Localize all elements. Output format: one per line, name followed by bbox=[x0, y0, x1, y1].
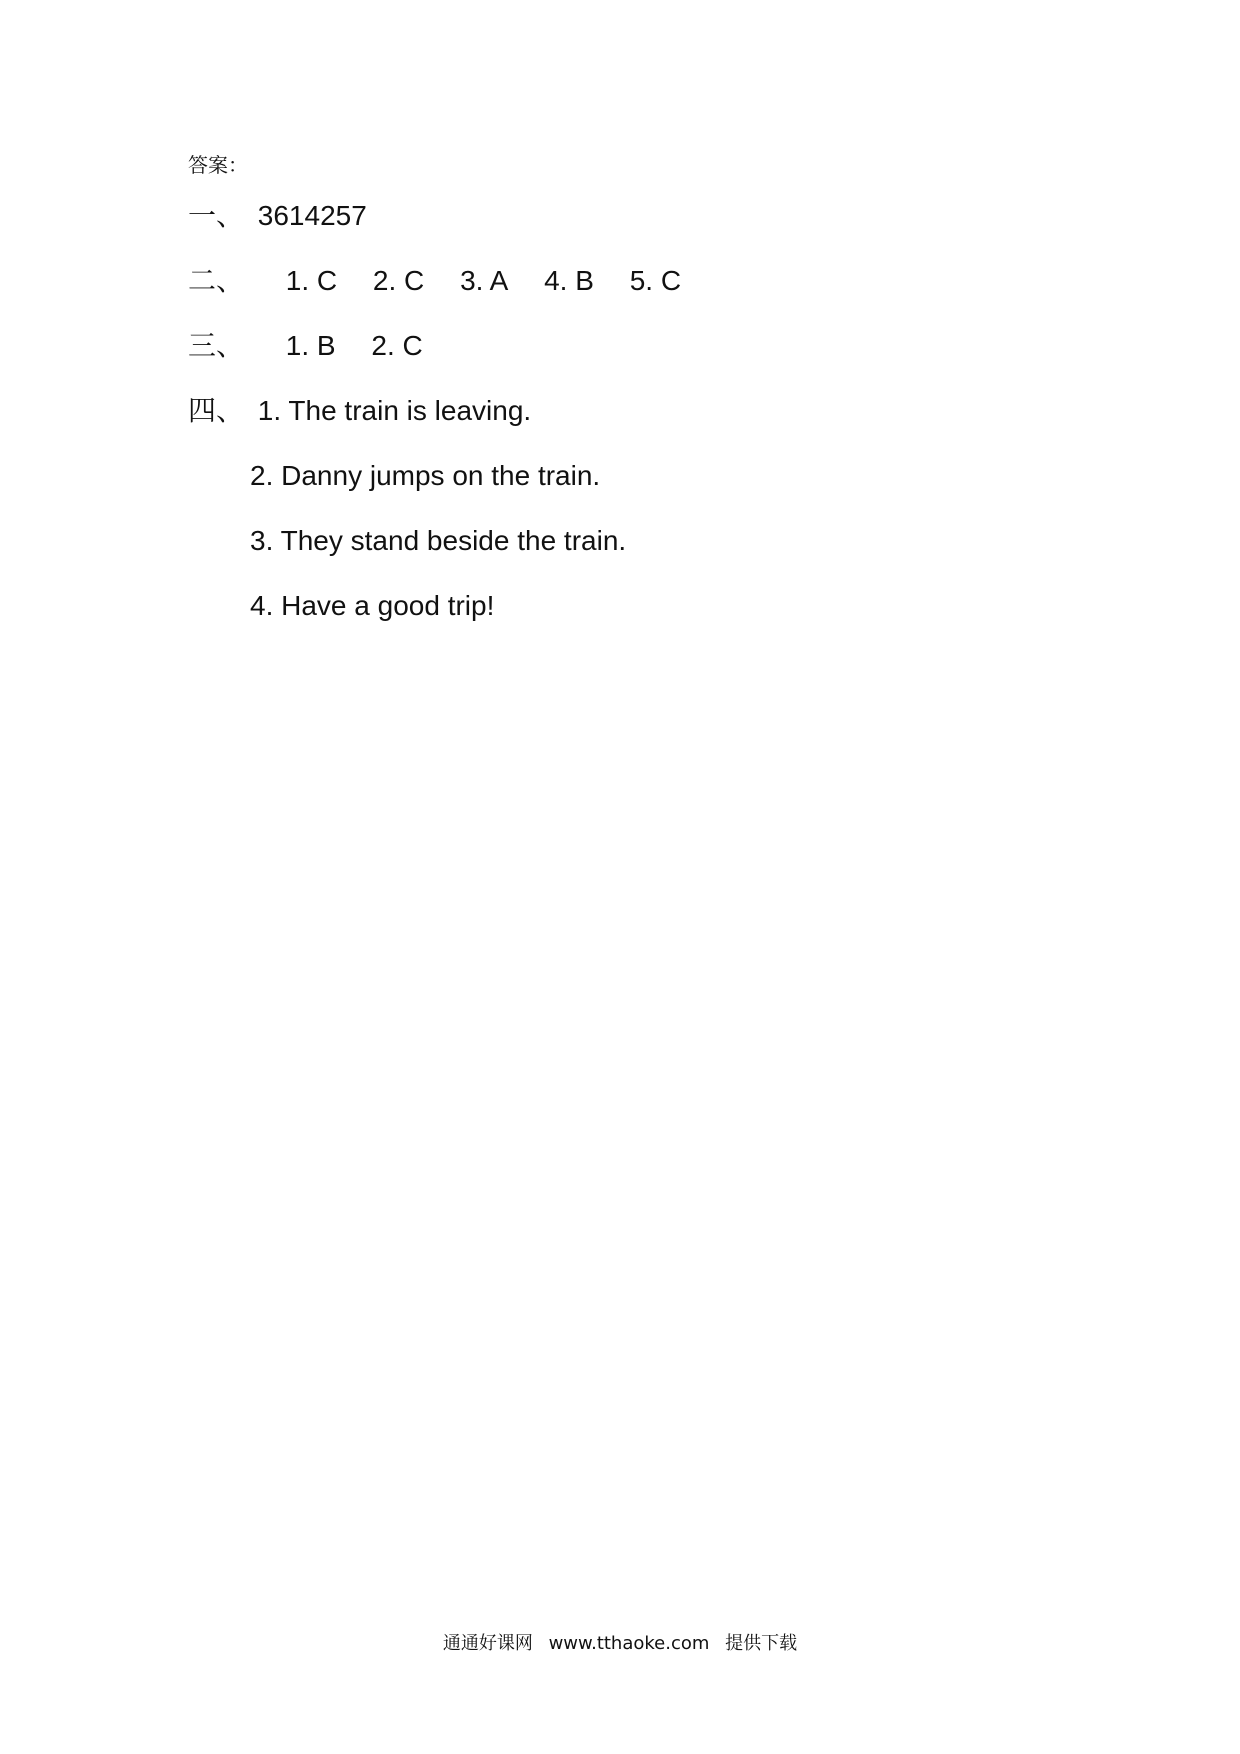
section-2-answer-5: 5. C bbox=[629, 265, 682, 296]
section-4-numeral: 四、 bbox=[188, 394, 245, 427]
section-1-line bbox=[188, 198, 367, 234]
page-footer bbox=[0, 1632, 1240, 1656]
section-4-answer-4: 4. Have a good trip! bbox=[250, 590, 495, 621]
section-4-line-2 bbox=[250, 458, 600, 494]
section-3-line bbox=[188, 328, 423, 364]
answer-heading: 答案： bbox=[188, 155, 248, 177]
section-4-line-3 bbox=[250, 523, 626, 559]
section-3-answer-1: 1. B bbox=[285, 330, 336, 361]
section-4-answer-2: 2. Danny jumps on the train. bbox=[250, 460, 601, 491]
section-4-answer-1: 1. The train is leaving. bbox=[257, 395, 532, 426]
section-2-answer-4: 4. B bbox=[544, 265, 594, 296]
section-2-numeral: 二、 bbox=[188, 264, 245, 297]
section-4-line-4 bbox=[250, 588, 494, 624]
section-3-numeral: 三、 bbox=[188, 329, 245, 362]
section-1-answer: 3614257 bbox=[257, 200, 367, 231]
footer-site-name: 通通好课网 bbox=[442, 1633, 533, 1654]
section-4-line-1 bbox=[188, 393, 531, 429]
section-2-line bbox=[188, 263, 681, 299]
footer-suffix: 提供下载 bbox=[725, 1633, 798, 1654]
section-2-answer-3: 3. A bbox=[460, 265, 509, 296]
section-2-answer-1: 1. C bbox=[285, 265, 338, 296]
section-2-answer-2: 2. C bbox=[372, 265, 425, 296]
section-1-numeral: 一、 bbox=[188, 199, 245, 232]
footer-url: www.tthaoke.com bbox=[548, 1633, 710, 1654]
section-3-answer-2: 2. C bbox=[371, 330, 423, 361]
section-4-answer-3: 3. They stand beside the train. bbox=[250, 525, 627, 556]
